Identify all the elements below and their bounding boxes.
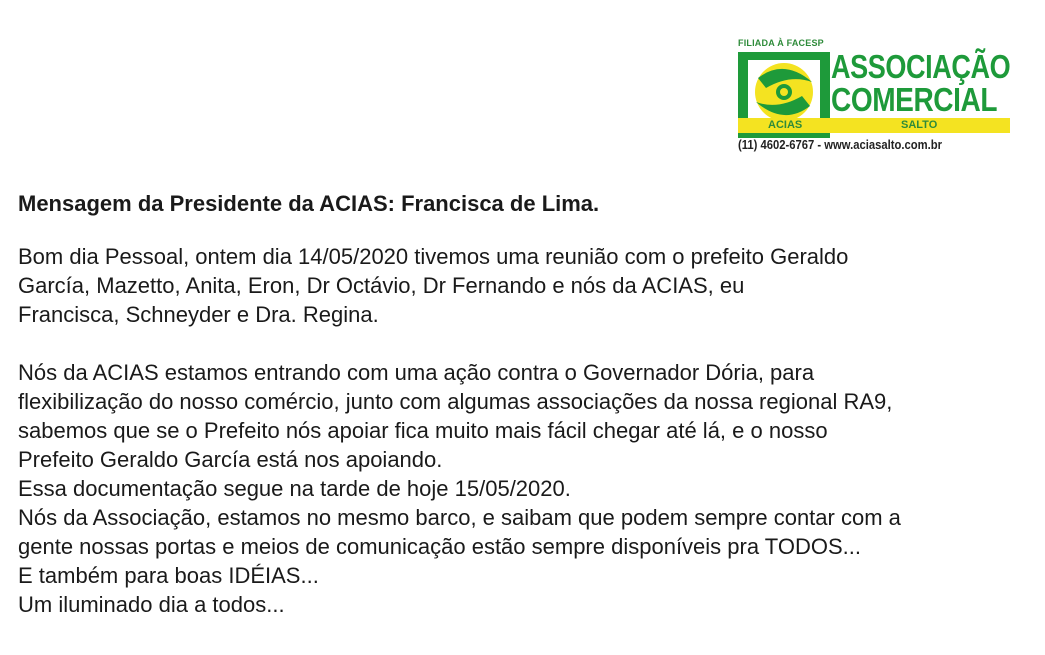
message-body: [18, 190, 1033, 619]
message-paragraph-2: [18, 358, 1033, 619]
paragraph-line: gente nossas portas e meios de comunicação estão sempre disponíveis pra TODOS...: [18, 534, 861, 559]
logo-band-salto: SALTO: [901, 119, 938, 131]
logo-affiliation: FILIADA À FACESP: [738, 38, 824, 48]
logo-name-line1: ASSOCIAÇÃO: [831, 48, 1011, 85]
logo-band: [738, 118, 1010, 133]
paragraph-line: sabemos que se o Prefeito nós apoiar fica muito mais fácil chegar até lá, e o nosso: [18, 418, 828, 443]
logo-band-acias: ACIAS: [768, 119, 803, 131]
paragraph-line: Prefeito Geraldo García está nos apoiando.: [18, 447, 443, 472]
message-paragraph-1: [18, 242, 1033, 329]
acias-logo: [728, 22, 1024, 164]
paragraph-line: Francisca, Schneyder e Dra. Regina.: [18, 302, 379, 327]
paragraph-line: Essa documentação segue na tarde de hoje 15/05/2020.: [18, 476, 571, 501]
paragraph-line: Um iluminado dia a todos...: [18, 592, 285, 617]
paragraph-line: flexibilização do nosso comércio, junto com algumas associações da nossa regional RA9,: [18, 389, 893, 414]
logo-name-line2: COMERCIAL: [831, 81, 998, 118]
paragraph-line: García, Mazetto, Anita, Eron, Dr Octávio, Dr Fernando e nós da ACIAS, eu: [18, 273, 745, 298]
logo-contact: (11) 4602-6767 - www.aciasalto.com.br: [738, 138, 943, 152]
paragraph-line: E também para boas IDÉIAS...: [18, 563, 319, 588]
paragraph-line: Bom dia Pessoal, ontem dia 14/05/2020 tivemos uma reunião com o prefeito Geraldo: [18, 244, 849, 269]
message-title: Mensagem da Presidente da ACIAS: Francisca de Lima.: [18, 191, 600, 216]
paragraph-line: Nós da ACIAS estamos entrando com uma ação contra o Governador Dória, para: [18, 360, 815, 385]
paragraph-line: Nós da Associação, estamos no mesmo barco, e saibam que podem sempre contar com a: [18, 505, 901, 530]
